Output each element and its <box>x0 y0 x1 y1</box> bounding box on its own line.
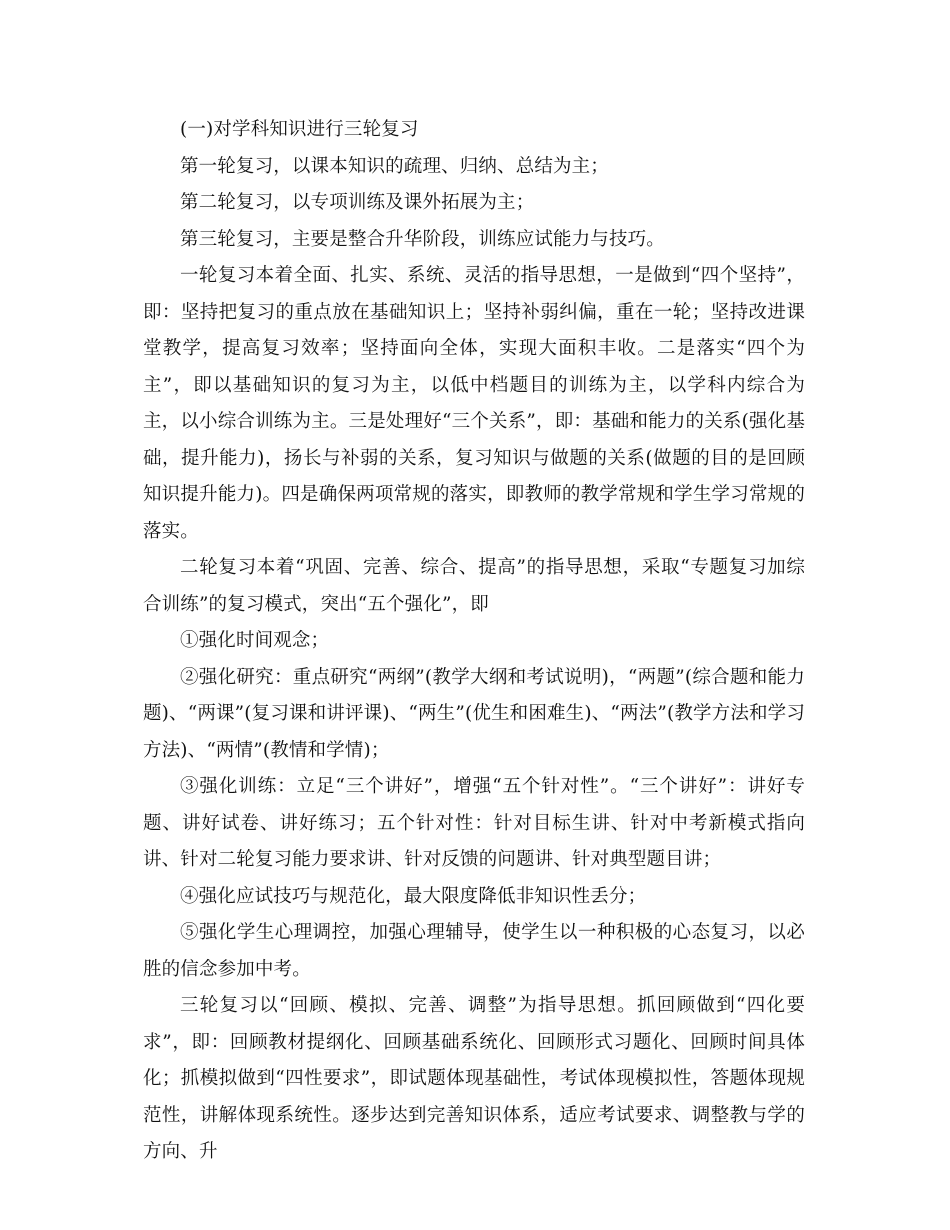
paragraph-round-one: 第一轮复习，以课本知识的疏理、归纳、总结为主； <box>180 155 609 177</box>
paragraph-round-two: 第二轮复习，以专项训练及课外拓展为主； <box>180 192 535 213</box>
section-heading: (一)对学科知识进行三轮复习 <box>180 119 419 140</box>
paragraph-first-round-detail: 一轮复习本着全面、扎实、系统、灵活的指导思想，一是做到“四个坚持”，即：坚持把复习的重点放在基础知识上；坚持补弱纠偏，重在一轮；坚持改进课堂教学，提高复习效率；坚持面向全体，实现大面积丰收。二是落实“四个为主”，即以基础知识的复习为主，以低中档题目的训练为主，以学科内综合为主，以小综合训练为主。三是处理好“三个关系”，即：基础和能力的关系(强化基础，提升能力)，扬长与补弱的关系，复习知识与做题的关系(做题的目的是回顾知识提升能力)。四是确保两项常规的落实，即教师的教学常规和学生学习常规的落实。 <box>143 265 805 542</box>
paragraph-round-three: 第三轮复习，主要是整合升华阶段，训练应试能力与技巧。 <box>180 228 665 250</box>
list-item-time-concept: ①强化时间观念； <box>180 630 330 651</box>
list-item-training: ③强化训练：立足“三个讲好”，增强“五个针对性”。“三个讲好”：讲好专题、讲好试卷、讲好练习；五个针对性：针对目标生讲、针对中考新模式指向讲、针对二轮复习能力要求讲、针对反馈的问题讲、针对典型题目讲； <box>143 776 805 870</box>
list-item-exam-skills: ④强化应试技巧与规范化，最大限度降低非知识性丢分； <box>180 885 647 907</box>
paragraph-second-round-detail: 二轮复习本着“巩固、完善、综合、提高”的指导思想，采取“专题复习加综合训练”的复习模式，突出“五个强化”，即 <box>143 557 805 615</box>
document-body <box>143 112 805 1171</box>
list-item-research: ②强化研究：重点研究“两纲”(教学大纲和考试说明)，“两题”(综合题和能力题)、“两课”(复习课和讲评课)、“两生”(优生和困难生)、“两法”(教学方法和学习方法)、“两情”(教情和学情)； <box>143 666 805 761</box>
list-item-psychology: ⑤强化学生心理调控，加强心理辅导，使学生以一种积极的心态复习，以必胜的信念参加中考。 <box>143 922 805 980</box>
paragraph-third-round-detail: 三轮复习以“回顾、模拟、完善、调整”为指导思想。抓回顾做到“四化要求”，即：回顾教材提纲化、回顾基础系统化、回顾形式习题化、回顾时间具体化；抓模拟做到“四性要求”，即试题体现基础性，考试体现模拟性，答题体现规范性，讲解体现系统性。逐步达到完善知识体系，适应考试要求、调整教与学的方向、升 <box>143 995 805 1162</box>
